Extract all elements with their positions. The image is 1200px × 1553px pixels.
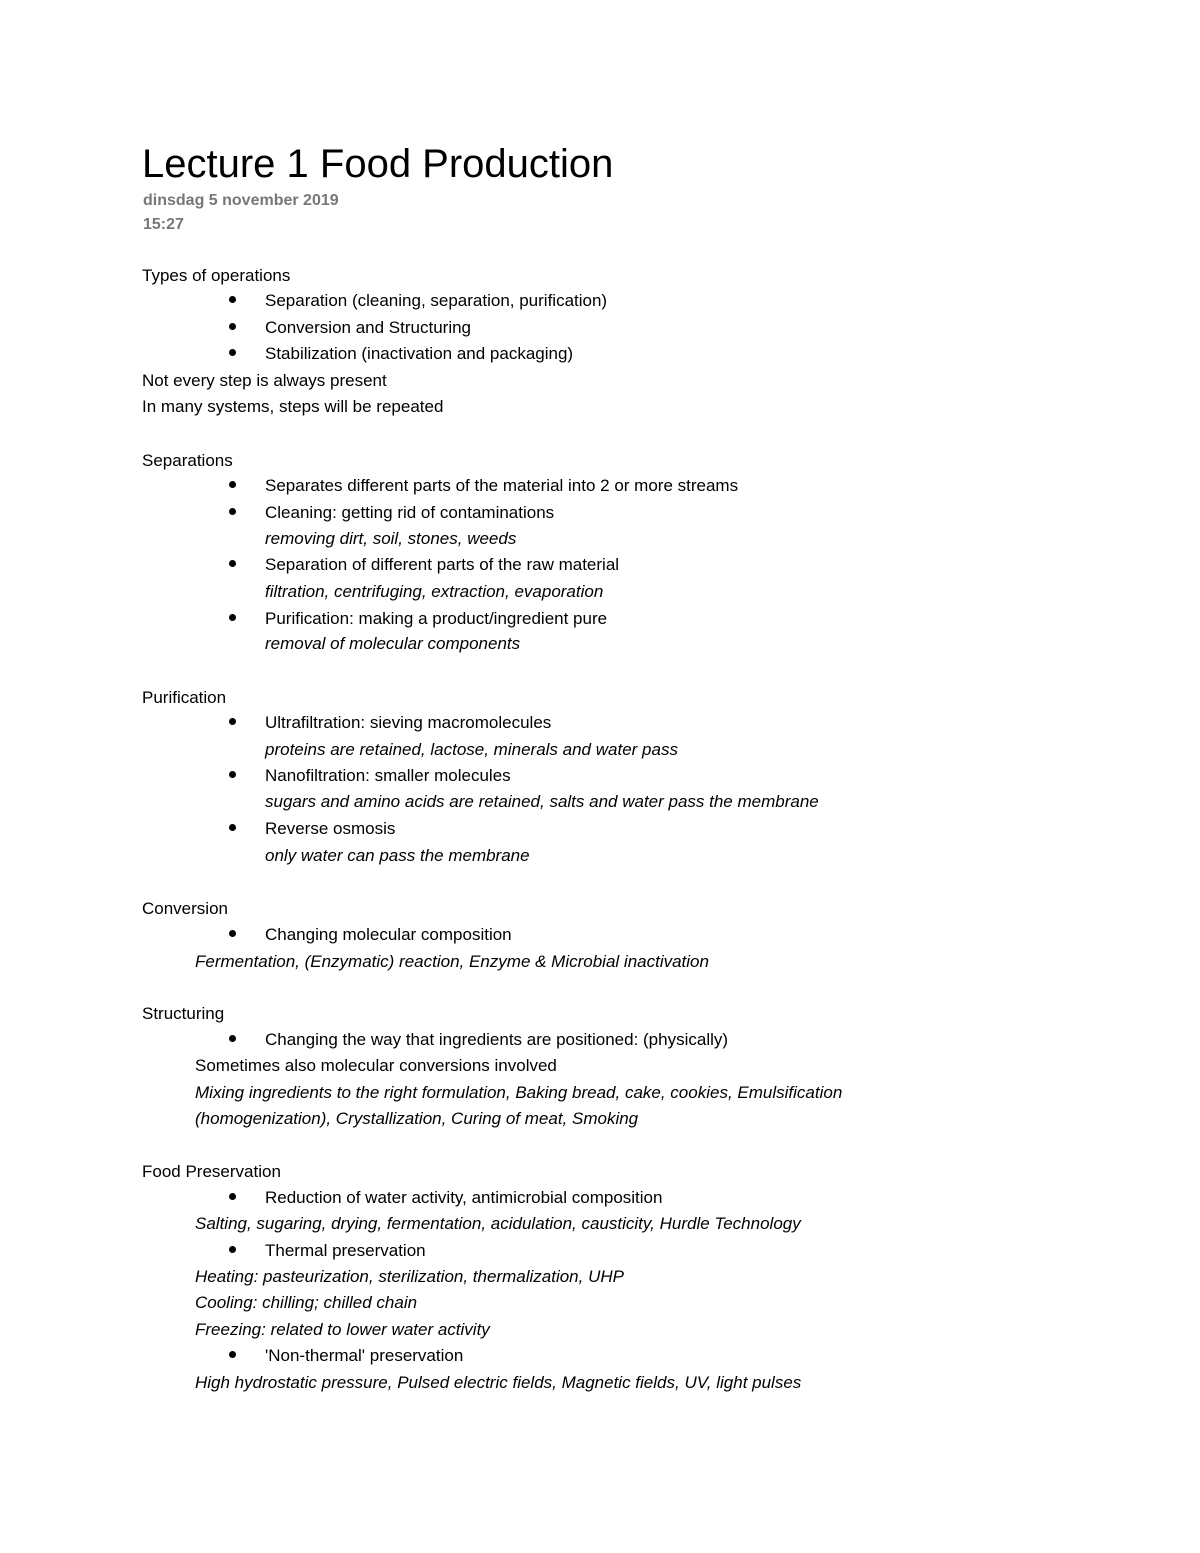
note-date: dinsdag 5 november 2019 bbox=[143, 192, 339, 209]
sub-item: filtration, centrifuging, extraction, evaporation bbox=[265, 582, 604, 601]
bullet-dot bbox=[229, 560, 236, 567]
list-item: Separates different parts of the material into 2 or more streams bbox=[265, 476, 739, 495]
list-item: Nanofiltration: smaller molecules bbox=[265, 766, 511, 785]
list-item: 'Non-thermal' preservation bbox=[265, 1346, 464, 1365]
list-item: Purification: making a product/ingredient pure bbox=[265, 609, 608, 628]
bullet-dot bbox=[229, 296, 236, 303]
sub-item: removal of molecular components bbox=[265, 634, 521, 653]
bullet-dot bbox=[229, 1246, 236, 1253]
bullet-dot bbox=[229, 824, 236, 831]
bullet-dot bbox=[229, 1035, 236, 1042]
section-heading-separations: Separations bbox=[142, 451, 233, 470]
sub-item: sugars and amino acids are retained, salts and water pass the membrane bbox=[265, 792, 819, 811]
example-line: Mixing ingredients to the right formulation, Baking bread, cake, cookies, Emulsification bbox=[195, 1083, 843, 1102]
list-item: Separation of different parts of the raw material bbox=[265, 555, 620, 574]
section-heading-types: Types of operations bbox=[142, 266, 291, 285]
note-line: Not every step is always present bbox=[142, 371, 387, 390]
bullet-dot bbox=[229, 323, 236, 330]
bullet-dot bbox=[229, 930, 236, 937]
list-item: Thermal preservation bbox=[265, 1241, 426, 1260]
note-line: In many systems, steps will be repeated bbox=[142, 397, 444, 416]
bullet-dot bbox=[229, 349, 236, 356]
bullet-dot bbox=[229, 508, 236, 515]
bullet-dot bbox=[229, 718, 236, 725]
bullet-dot bbox=[229, 614, 236, 621]
example-line: Heating: pasteurization, sterilization, thermalization, UHP bbox=[195, 1267, 624, 1286]
list-item: Cleaning: getting rid of contaminations bbox=[265, 503, 555, 522]
example-line: High hydrostatic pressure, Pulsed electric fields, Magnetic fields, UV, light pulses bbox=[195, 1373, 802, 1392]
example-line: Fermentation, (Enzymatic) reaction, Enzyme & Microbial inactivation bbox=[195, 952, 709, 971]
sub-item: only water can pass the membrane bbox=[265, 846, 530, 865]
list-item: Ultrafiltration: sieving macromolecules bbox=[265, 713, 552, 732]
list-item: Changing the way that ingredients are positioned: (physically) bbox=[265, 1030, 729, 1049]
example-line: (homogenization), Crystallization, Curing of meat, Smoking bbox=[195, 1109, 639, 1128]
section-heading-conversion: Conversion bbox=[142, 899, 228, 918]
section-heading-preservation: Food Preservation bbox=[142, 1162, 281, 1181]
example-line: Salting, sugaring, drying, fermentation, acidulation, causticity, Hurdle Technology bbox=[195, 1214, 801, 1233]
list-item: Reverse osmosis bbox=[265, 819, 396, 838]
list-item: Stabilization (inactivation and packaging) bbox=[265, 344, 574, 363]
note-line: Sometimes also molecular conversions involved bbox=[195, 1056, 557, 1075]
bullet-dot bbox=[229, 1351, 236, 1358]
example-line: Cooling: chilling; chilled chain bbox=[195, 1293, 418, 1312]
list-item: Changing molecular composition bbox=[265, 925, 512, 944]
sub-item: proteins are retained, lactose, minerals and water pass bbox=[265, 740, 678, 759]
list-item: Reduction of water activity, antimicrobial composition bbox=[265, 1188, 663, 1207]
bullet-dot bbox=[229, 481, 236, 488]
section-heading-structuring: Structuring bbox=[142, 1004, 225, 1023]
sub-item: removing dirt, soil, stones, weeds bbox=[265, 529, 517, 548]
list-item: Conversion and Structuring bbox=[265, 318, 472, 337]
bullet-dot bbox=[229, 1193, 236, 1200]
example-line: Freezing: related to lower water activity bbox=[195, 1320, 490, 1339]
bullet-dot bbox=[229, 771, 236, 778]
list-item: Separation (cleaning, separation, purification) bbox=[265, 291, 608, 310]
note-time: 15:27 bbox=[143, 216, 184, 233]
page-title: Lecture 1 Food Production bbox=[142, 142, 614, 186]
section-heading-purification: Purification bbox=[142, 688, 227, 707]
